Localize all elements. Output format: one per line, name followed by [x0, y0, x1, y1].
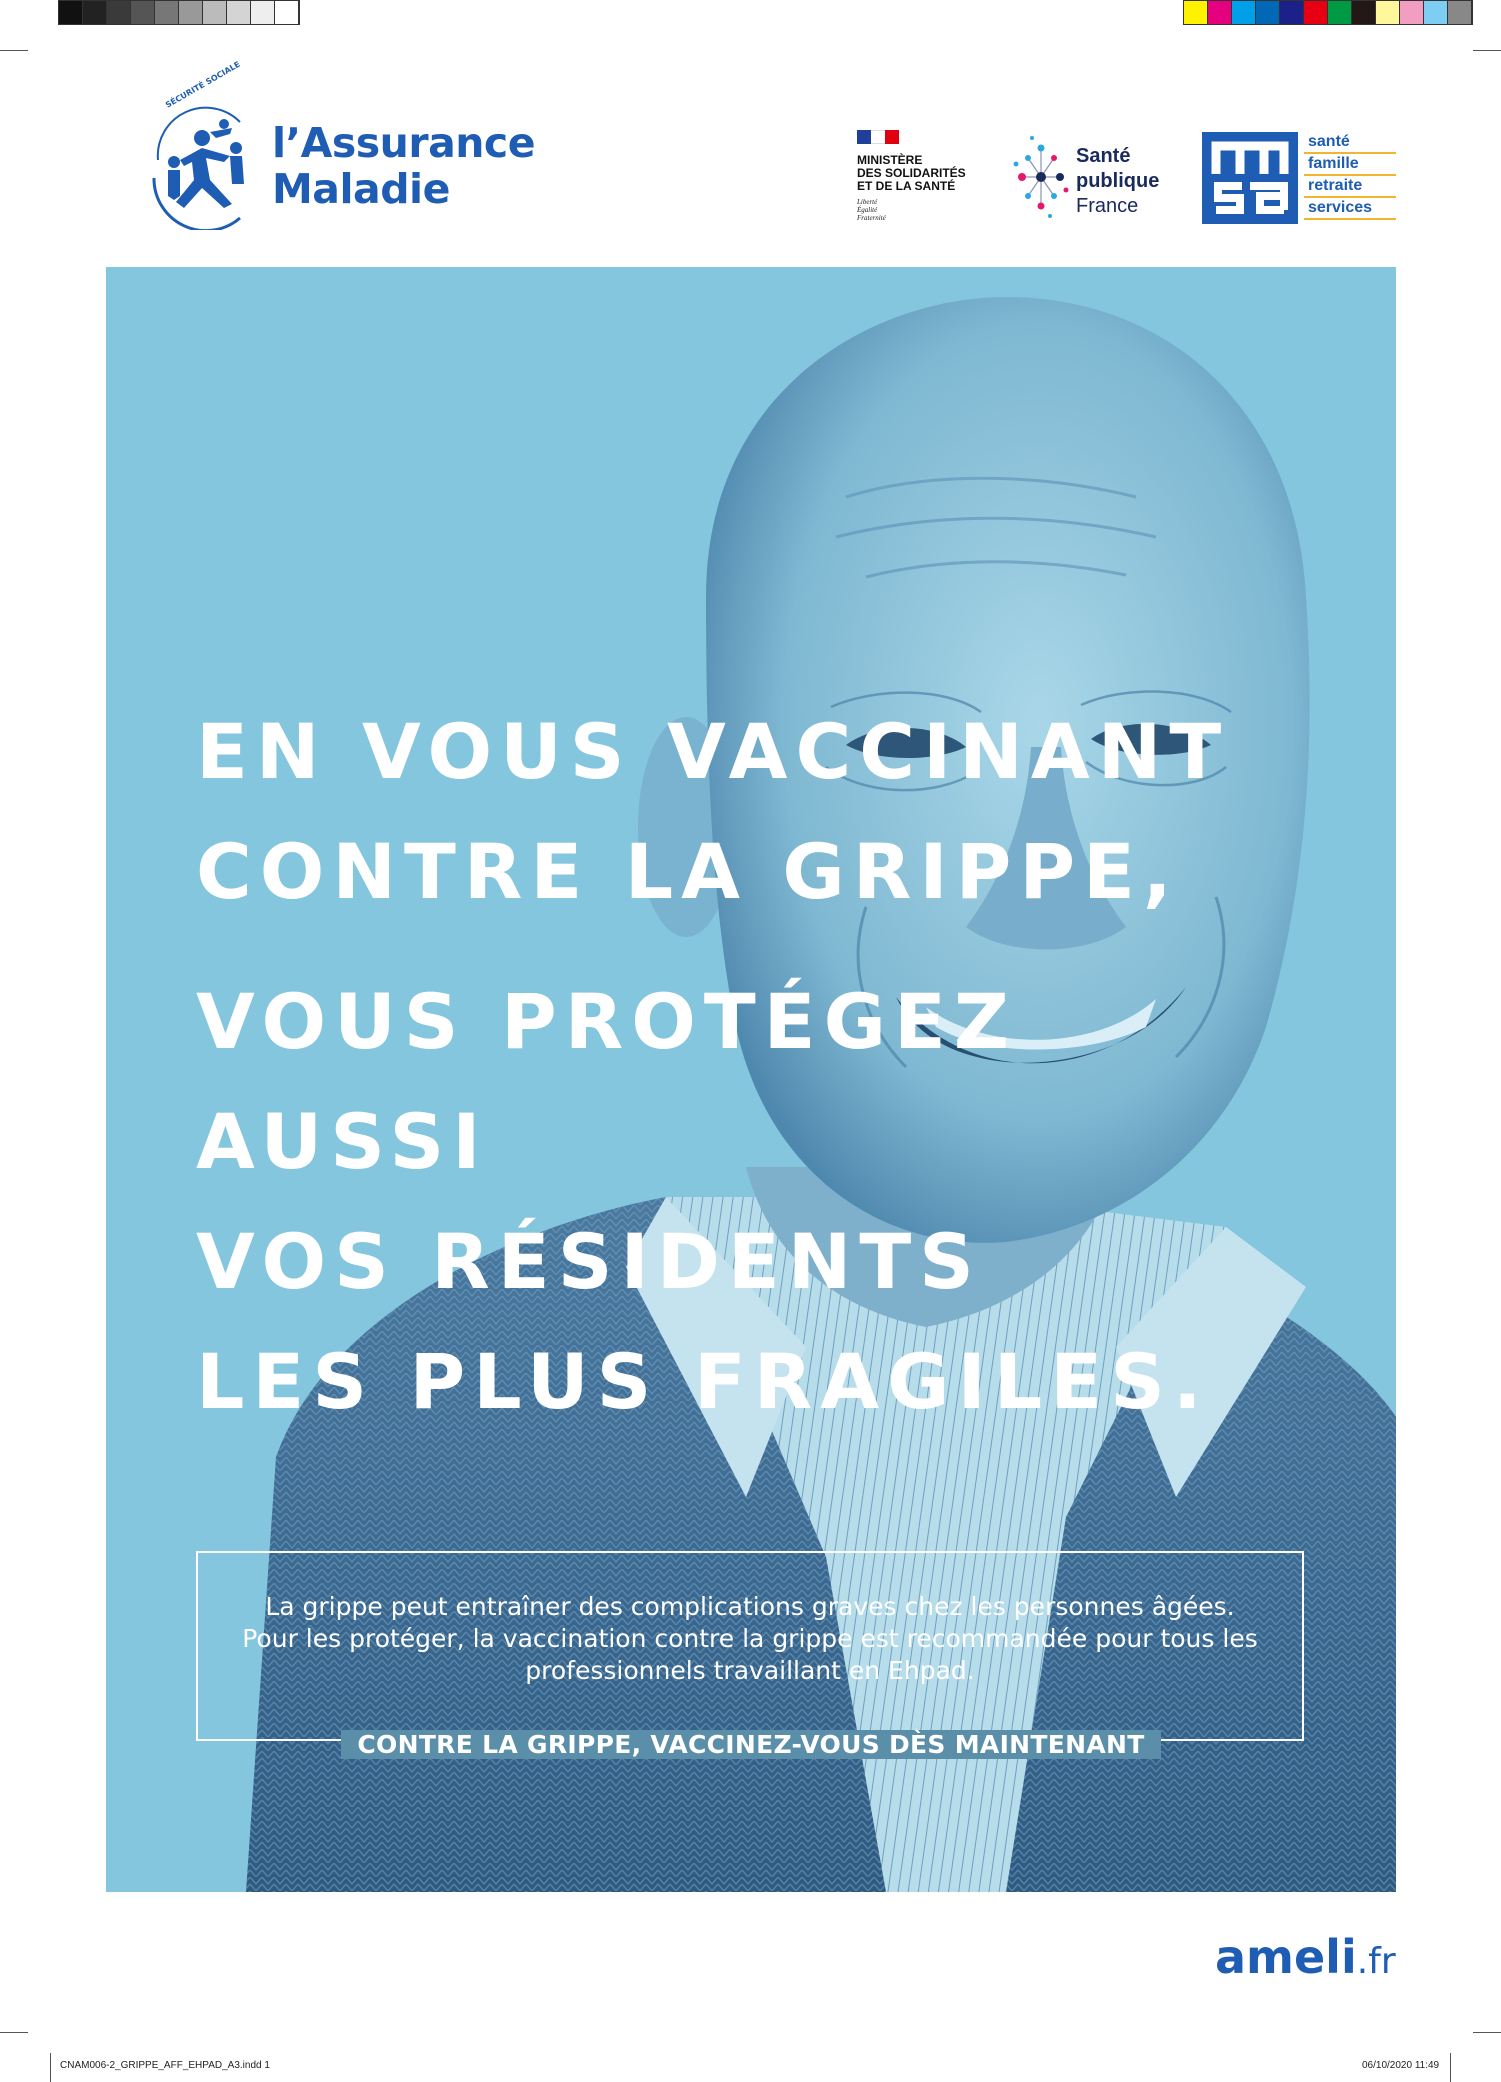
sante-publique-france-logo — [1010, 130, 1180, 225]
ameli-tld: .fr — [1356, 1941, 1396, 1982]
print-slug-right: 06/10/2020 11:49 — [1362, 2060, 1440, 2071]
french-republic-flag-icon — [857, 130, 899, 144]
info-box — [196, 1551, 1304, 1741]
ministere-logo — [857, 130, 1007, 230]
securite-sociale-badge: SÉCURITÉ SOCIALE — [164, 59, 242, 110]
ameli-name: ameli — [1215, 1930, 1357, 1984]
assurance-line: l’Assurance — [272, 119, 536, 167]
crop-mark — [1450, 2053, 1451, 2082]
call-to-action — [106, 1730, 1396, 1759]
crop-mark — [50, 2053, 51, 2082]
cta-text: CONTRE LA GRIPPE, VACCINEZ-VOUS DÈS MAINTENANT — [341, 1730, 1160, 1759]
crop-mark — [0, 2032, 28, 2033]
republic-motto: Liberté Égalité Fraternité — [857, 198, 886, 222]
headline-secondary: VOUS PROTÉGEZ AUSSI VOS RÉSIDENTS LES PLUS FRAGILES. — [196, 977, 1210, 1426]
maladie-line: Maladie — [272, 165, 450, 213]
crop-mark — [0, 50, 28, 51]
ameli-link[interactable] — [1215, 1930, 1396, 1984]
info-text: La grippe peut entraîner des complications graves chez les personnes âgées. Pour les protéger, la vaccination contre la grippe est recommandée pour tous les professionnels travaillant en Ehpad. — [242, 1592, 1258, 1685]
assurance-maladie-logo — [140, 59, 570, 240]
msa-taglines: santé famille retraite services — [1304, 132, 1396, 220]
grayscale-print-bar — [58, 0, 300, 25]
assurance-maladie-emblem-icon — [140, 100, 270, 230]
print-slug-left: CNAM006-2_GRIPPE_AFF_EHPAD_A3.indd 1 — [60, 2060, 270, 2071]
assurance-maladie-wordmark — [272, 120, 535, 212]
color-print-bar — [1183, 0, 1473, 25]
crop-mark — [1473, 50, 1501, 51]
crop-mark — [1473, 2032, 1501, 2033]
msa-logo — [1202, 132, 1397, 227]
poster-photo-panel — [106, 267, 1396, 1892]
sante-publique-wordmark: Santé publique France — [1076, 145, 1160, 217]
msa-logo-mark-icon — [1202, 132, 1298, 224]
ministere-name: MINISTÈRE DES SOLIDARITÉS ET DE LA SANTÉ — [857, 153, 966, 193]
sante-publique-network-icon — [1010, 130, 1072, 225]
headline-primary: EN VOUS VACCINANT CONTRE LA GRIPPE, — [196, 707, 1230, 916]
